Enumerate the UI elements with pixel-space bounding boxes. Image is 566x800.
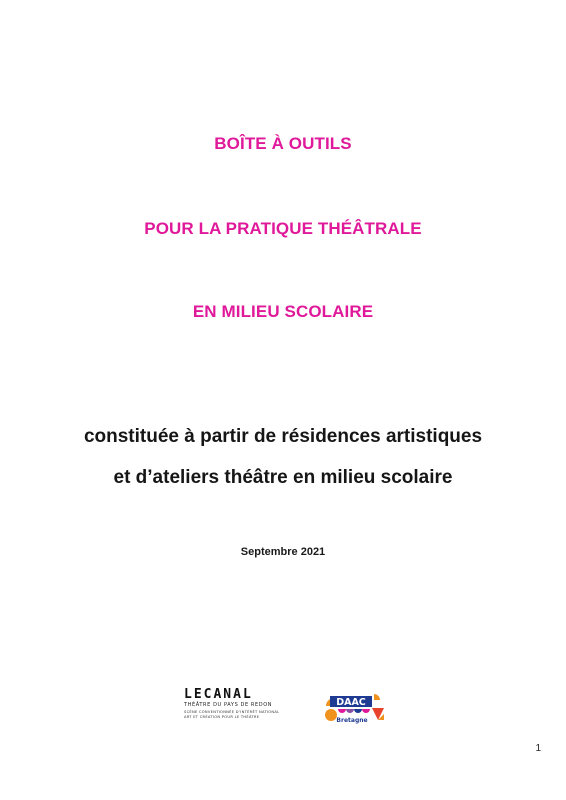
document-date: Septembre 2021 — [240, 546, 326, 558]
subtitle-line-2: et d’ateliers théâtre en milieu scolaire — [113, 467, 453, 488]
daac-logo-graphic — [322, 690, 386, 726]
subtitle-line-1: constituée à partir de résidences artistiques — [83, 426, 483, 447]
daac-top-right-shape — [374, 694, 380, 700]
daac-blue-shape — [354, 709, 362, 713]
daac-pink-shape — [338, 709, 346, 713]
lecanal-logo — [184, 687, 280, 728]
lecanal-logo-line3: ART ET CRÉATION POUR LE THÉÂTRE — [184, 714, 260, 719]
lecanal-logo-line2: SCÈNE CONVENTIONNÉE D’INTÉRÊT NATIONAL — [184, 710, 280, 714]
daac-logo — [322, 690, 386, 726]
daac-purple-shape — [346, 709, 354, 713]
daac-name: DAAC — [336, 697, 366, 708]
lecanal-logo-name: LECANAL — [184, 687, 253, 702]
title-line-2: POUR LA PRATIQUE THÉÂTRALE — [144, 219, 422, 238]
daac-circle-orange — [325, 709, 337, 721]
page-number: 1 — [535, 743, 541, 754]
daac-region: Bretagne — [336, 717, 368, 724]
lecanal-logo-line1: THÉÂTRE DU PAYS DE REDON — [184, 702, 273, 708]
daac-pink-shape-2 — [362, 709, 370, 713]
title-line-1: BOÎTE À OUTILS — [214, 134, 352, 153]
title-line-3: EN MILIEU SCOLAIRE — [192, 302, 374, 321]
